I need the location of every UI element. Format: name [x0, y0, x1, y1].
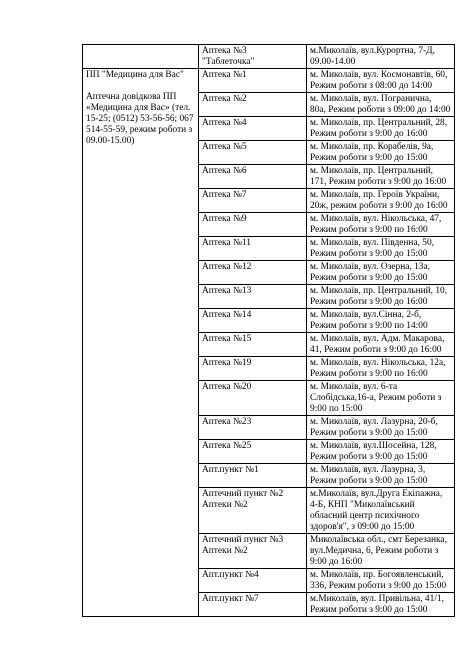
pharmacy-address: м. Миколаїв, пр. Корабелів, 9а, Режим роботи з 9:00 до 15:00	[310, 141, 434, 163]
pharmacy-name-cell	[199, 534, 307, 569]
pharmacy-address-cell	[307, 593, 455, 617]
pharmacy-address-cell	[307, 189, 455, 213]
pharmacy-address: м. Миколаїв, вул. Нікольська, 12а, Режим роботи з 9:00 по 16:00	[310, 357, 446, 379]
pharmacy-name: Аптека №25	[202, 440, 252, 451]
pharmacy-name: Аптека №14	[202, 309, 252, 320]
pharmacy-name-cell	[199, 464, 307, 488]
pharmacy-address: м. Миколаїв, пр. Богоявленський, 336, Режим роботи з 9:00 до 15:00	[310, 569, 447, 591]
pharmacy-address: Миколаївська обл., смт Березанка, вул.Медична, 6, Режим роботи з 9:00 до 16:00	[310, 534, 447, 567]
pharmacy-name: Аптека №11	[202, 237, 251, 248]
pharmacy-name: Аптечний пункт №2 Аптеки №2	[202, 488, 284, 510]
pharmacy-name-cell	[199, 488, 307, 534]
pharmacy-address: м. Миколаїв, вул. Космонавтів, 60, Режим роботи з 08:00 до 14:00	[310, 69, 448, 91]
organization-name: ПП "Медицина для Вас"	[86, 69, 184, 80]
pharmacy-name-cell	[199, 189, 307, 213]
pharmacy-name: Апт.пункт №7	[202, 593, 259, 604]
organization-cell	[83, 69, 199, 617]
pharmacy-address-cell	[307, 309, 455, 333]
pharmacy-name-cell	[199, 261, 307, 285]
pharmacy-address: м. Миколаїв, вул.Сінна, 2-б, Режим роботи з 9:00 по 14:00	[310, 309, 428, 331]
pharmacy-address-cell	[307, 93, 455, 117]
pharmacy-address-cell	[307, 534, 455, 569]
pharmacy-address: м. Миколаїв, пр. Центральний, 28, Режим роботи з 9:00 до 16:00	[310, 117, 448, 139]
pharmacy-table	[82, 44, 455, 617]
table-row	[83, 45, 455, 69]
pharmacy-address: м.Миколаїв, вул.Друга Екіпажна, 4-Б, КНП "Миколаївський обласний центр психічного здоров'я", з 09:00 до 15:00	[310, 488, 443, 532]
pharmacy-name-cell	[199, 309, 307, 333]
pharmacy-name: Аптека №7	[202, 189, 247, 200]
pharmacy-table-body	[83, 45, 455, 617]
pharmacy-address: м. Миколаїв, вул.Шосейна, 128, Режим роботи з 9:00 до 15:00	[310, 440, 437, 462]
pharmacy-name: Аптека №6	[202, 165, 247, 176]
pharmacy-name-cell	[199, 357, 307, 381]
pharmacy-name: Аптека №1	[202, 69, 247, 80]
pharmacy-address-cell	[307, 488, 455, 534]
pharmacy-address-cell	[307, 141, 455, 165]
pharmacy-address-cell	[307, 213, 455, 237]
pharmacy-address-cell	[307, 237, 455, 261]
pharmacy-name-cell	[199, 93, 307, 117]
pharmacy-name-cell	[199, 440, 307, 464]
pharmacy-name: Аптека №4	[202, 117, 247, 128]
pharmacy-name: Аптека №2	[202, 93, 247, 104]
pharmacy-address: м.Миколаїв, вул. Привільна, 41/1, Режим роботи з 9:00 до 15:00	[310, 593, 444, 615]
pharmacy-address: м. Миколаїв, вул. 6-та Слобідська,16-а, Режим роботи з 9:00 по 15:00	[310, 381, 442, 414]
pharmacy-address-cell	[307, 569, 455, 593]
pharmacy-address-cell	[307, 357, 455, 381]
pharmacy-address: м. Миколаїв, вул. Адм. Макарова, 41, Режим роботи з 9:00 до 16:00	[310, 333, 445, 355]
pharmacy-address: м. Миколаїв, вул. Погранична, 80а, Режим роботи з 09:00 до 14:00	[310, 93, 451, 115]
pharmacy-address: м. Миколаїв, пр. Героїв України, 20ж, режим роботи з 9:00 до 16:00	[310, 189, 448, 211]
table-row	[83, 69, 455, 93]
pharmacy-address: м. Миколаїв, вул. Озерна, 13а, Режим роботи з 9:00 до 15:00	[310, 261, 430, 283]
pharmacy-address-cell	[307, 285, 455, 309]
pharmacy-name: Аптека №5	[202, 141, 247, 152]
pharmacy-address-cell	[307, 261, 455, 285]
pharmacy-address-cell	[307, 440, 455, 464]
pharmacy-name-cell	[199, 333, 307, 357]
pharmacy-address-cell	[307, 381, 455, 416]
pharmacy-name-cell	[199, 165, 307, 189]
pharmacy-address-cell	[307, 464, 455, 488]
pharmacy-address-cell	[307, 117, 455, 141]
pharmacy-name: Апт.пункт №4	[202, 569, 259, 580]
pharmacy-name: Аптека №12	[202, 261, 252, 272]
pharmacy-address-cell	[307, 69, 455, 93]
pharmacy-name-cell	[199, 416, 307, 440]
pharmacy-address-cell	[307, 333, 455, 357]
pharmacy-name-cell	[199, 285, 307, 309]
pharmacy-address: м. Миколаїв, пр. Центральний, 171, Режим роботи з 9:00 до 16:00	[310, 165, 447, 187]
pharmacy-name: Аптека №13	[202, 285, 252, 296]
pharmacy-name: Аптека №23	[202, 416, 252, 427]
organization-info: Аптечна довідкова ПП «Медицина для Вас» (тел. 15-25; (0512) 53-56-56; 067 514-55-59, режим роботи з 09.00-15.00)	[86, 91, 194, 146]
pharmacy-address-cell	[307, 165, 455, 189]
pharmacy-name-cell	[199, 69, 307, 93]
pharmacy-name-cell	[199, 237, 307, 261]
pharmacy-name-cell: Аптека №3 "Таблеточка"	[199, 45, 307, 69]
pharmacy-name-cell	[199, 569, 307, 593]
pharmacy-name-cell	[199, 213, 307, 237]
pharmacy-name-cell	[199, 141, 307, 165]
pharmacy-name: Аптека №20	[202, 381, 252, 392]
pharmacy-address: м. Миколаїв, вул. Південна, 50, Режим роботи з 9:00 до 15:00	[310, 237, 435, 259]
pharmacy-address-cell: м.Миколаїв, вул.Курортна, 7-Д, 09.00-14.00	[307, 45, 455, 69]
pharmacy-name-cell	[199, 593, 307, 617]
pharmacy-address: м. Миколаїв, пр. Центральний, 10, Режим роботи з 9:00 до 16:00	[310, 285, 448, 307]
pharmacy-name-cell	[199, 381, 307, 416]
pharmacy-name: Аптека №19	[202, 357, 252, 368]
pharmacy-address: м. Миколаїв, вул. Нікольська, 47, Режим роботи з 9:00 по 16:00	[310, 213, 442, 235]
pharmacy-address: м. Миколаїв, вул. Лазурна, 20-б, Режим роботи з 9:00 до 15:00	[310, 416, 438, 438]
pharmacy-name-cell	[199, 117, 307, 141]
pharmacy-name: Апт.пункт №1	[202, 464, 259, 475]
pharmacy-name: Аптечний пункт №3 Аптеки №2	[202, 534, 284, 556]
pharmacy-name: Аптека №9	[202, 213, 247, 224]
pharmacy-address-cell	[307, 416, 455, 440]
pharmacy-address: м. Миколаїв, вул. Лазурна, 3, Режим роботи з 9:00 до 15:00	[310, 464, 428, 486]
pharmacy-name: Аптека №15	[202, 333, 252, 344]
organization-cell-empty	[83, 45, 199, 69]
